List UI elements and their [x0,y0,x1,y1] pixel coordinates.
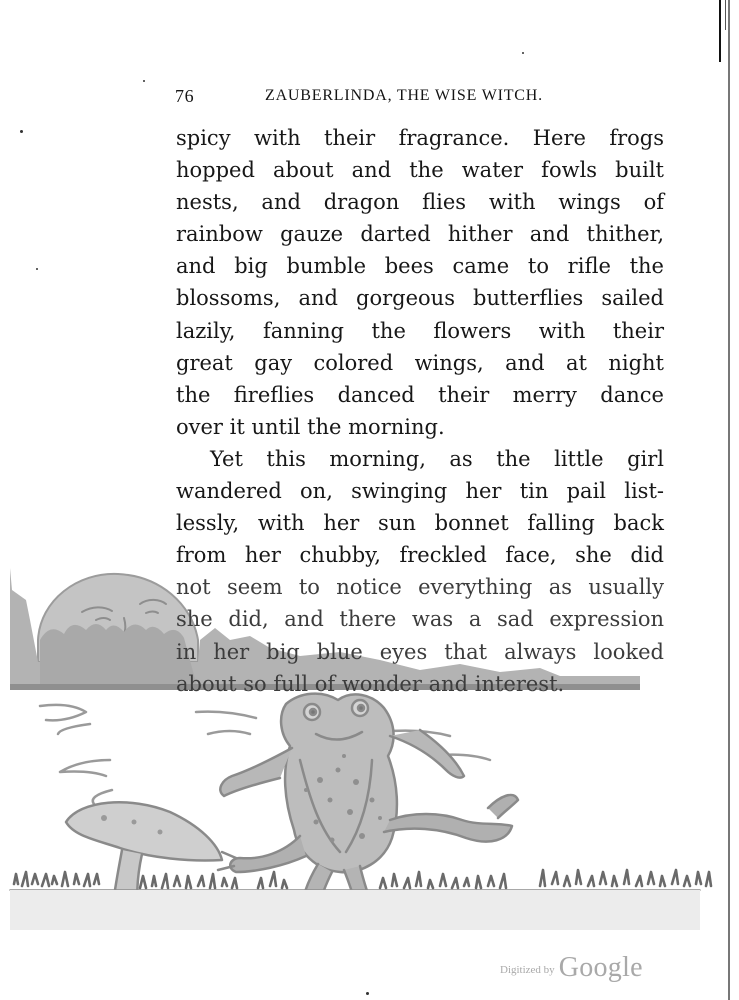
text-line: and big bumble bees came to rifle the [176,254,664,279]
ground-shade [10,890,700,930]
text-line: great gay colored wings, and at night [176,350,664,375]
digitized-prefix: Digitized by [500,964,555,976]
text-line: Yet this morning, as the little girl [210,446,664,471]
text-line: hopped about and the water fowls built [176,158,664,183]
treeline-bumps [40,624,198,690]
text-line: lessly, with her sun bonnet falling back [176,511,664,536]
text-line: lazily, fanning the flowers with their [176,318,664,343]
text-line: the fireflies danced their merry dance [176,382,664,407]
text-line: in her big blue eyes that always looked [176,639,664,664]
text-line: spicy with their fragrance. Here frogs [176,126,664,150]
water-ripples [40,705,490,804]
text-line: she did, and there was a sad expression [176,607,664,632]
text-line: over it until the morning. [176,414,445,439]
text-line: nests, and dragon flies with wings of [176,190,664,215]
text-line: wandered on, swinging her tin pail list- [176,479,664,504]
running-title: ZAUBERLINDA, THE WISE WITCH. [265,87,543,104]
digitizer-brand: Google [558,952,643,983]
body-text [176,122,664,700]
text-line: blossoms, and gorgeous butterflies sailed [176,286,664,311]
text-line: from her chubby, freckled face, she did [176,543,664,568]
text-line: not seem to notice everything as usually [176,575,664,600]
text-line: about so full of wonder and interest. [176,671,565,696]
digitized-watermark [500,952,643,986]
text-line: rainbow gauze darted hither and thither, [176,222,664,247]
page-number: 76 [175,86,195,106]
running-header [175,86,585,110]
scan-speck [366,992,369,995]
